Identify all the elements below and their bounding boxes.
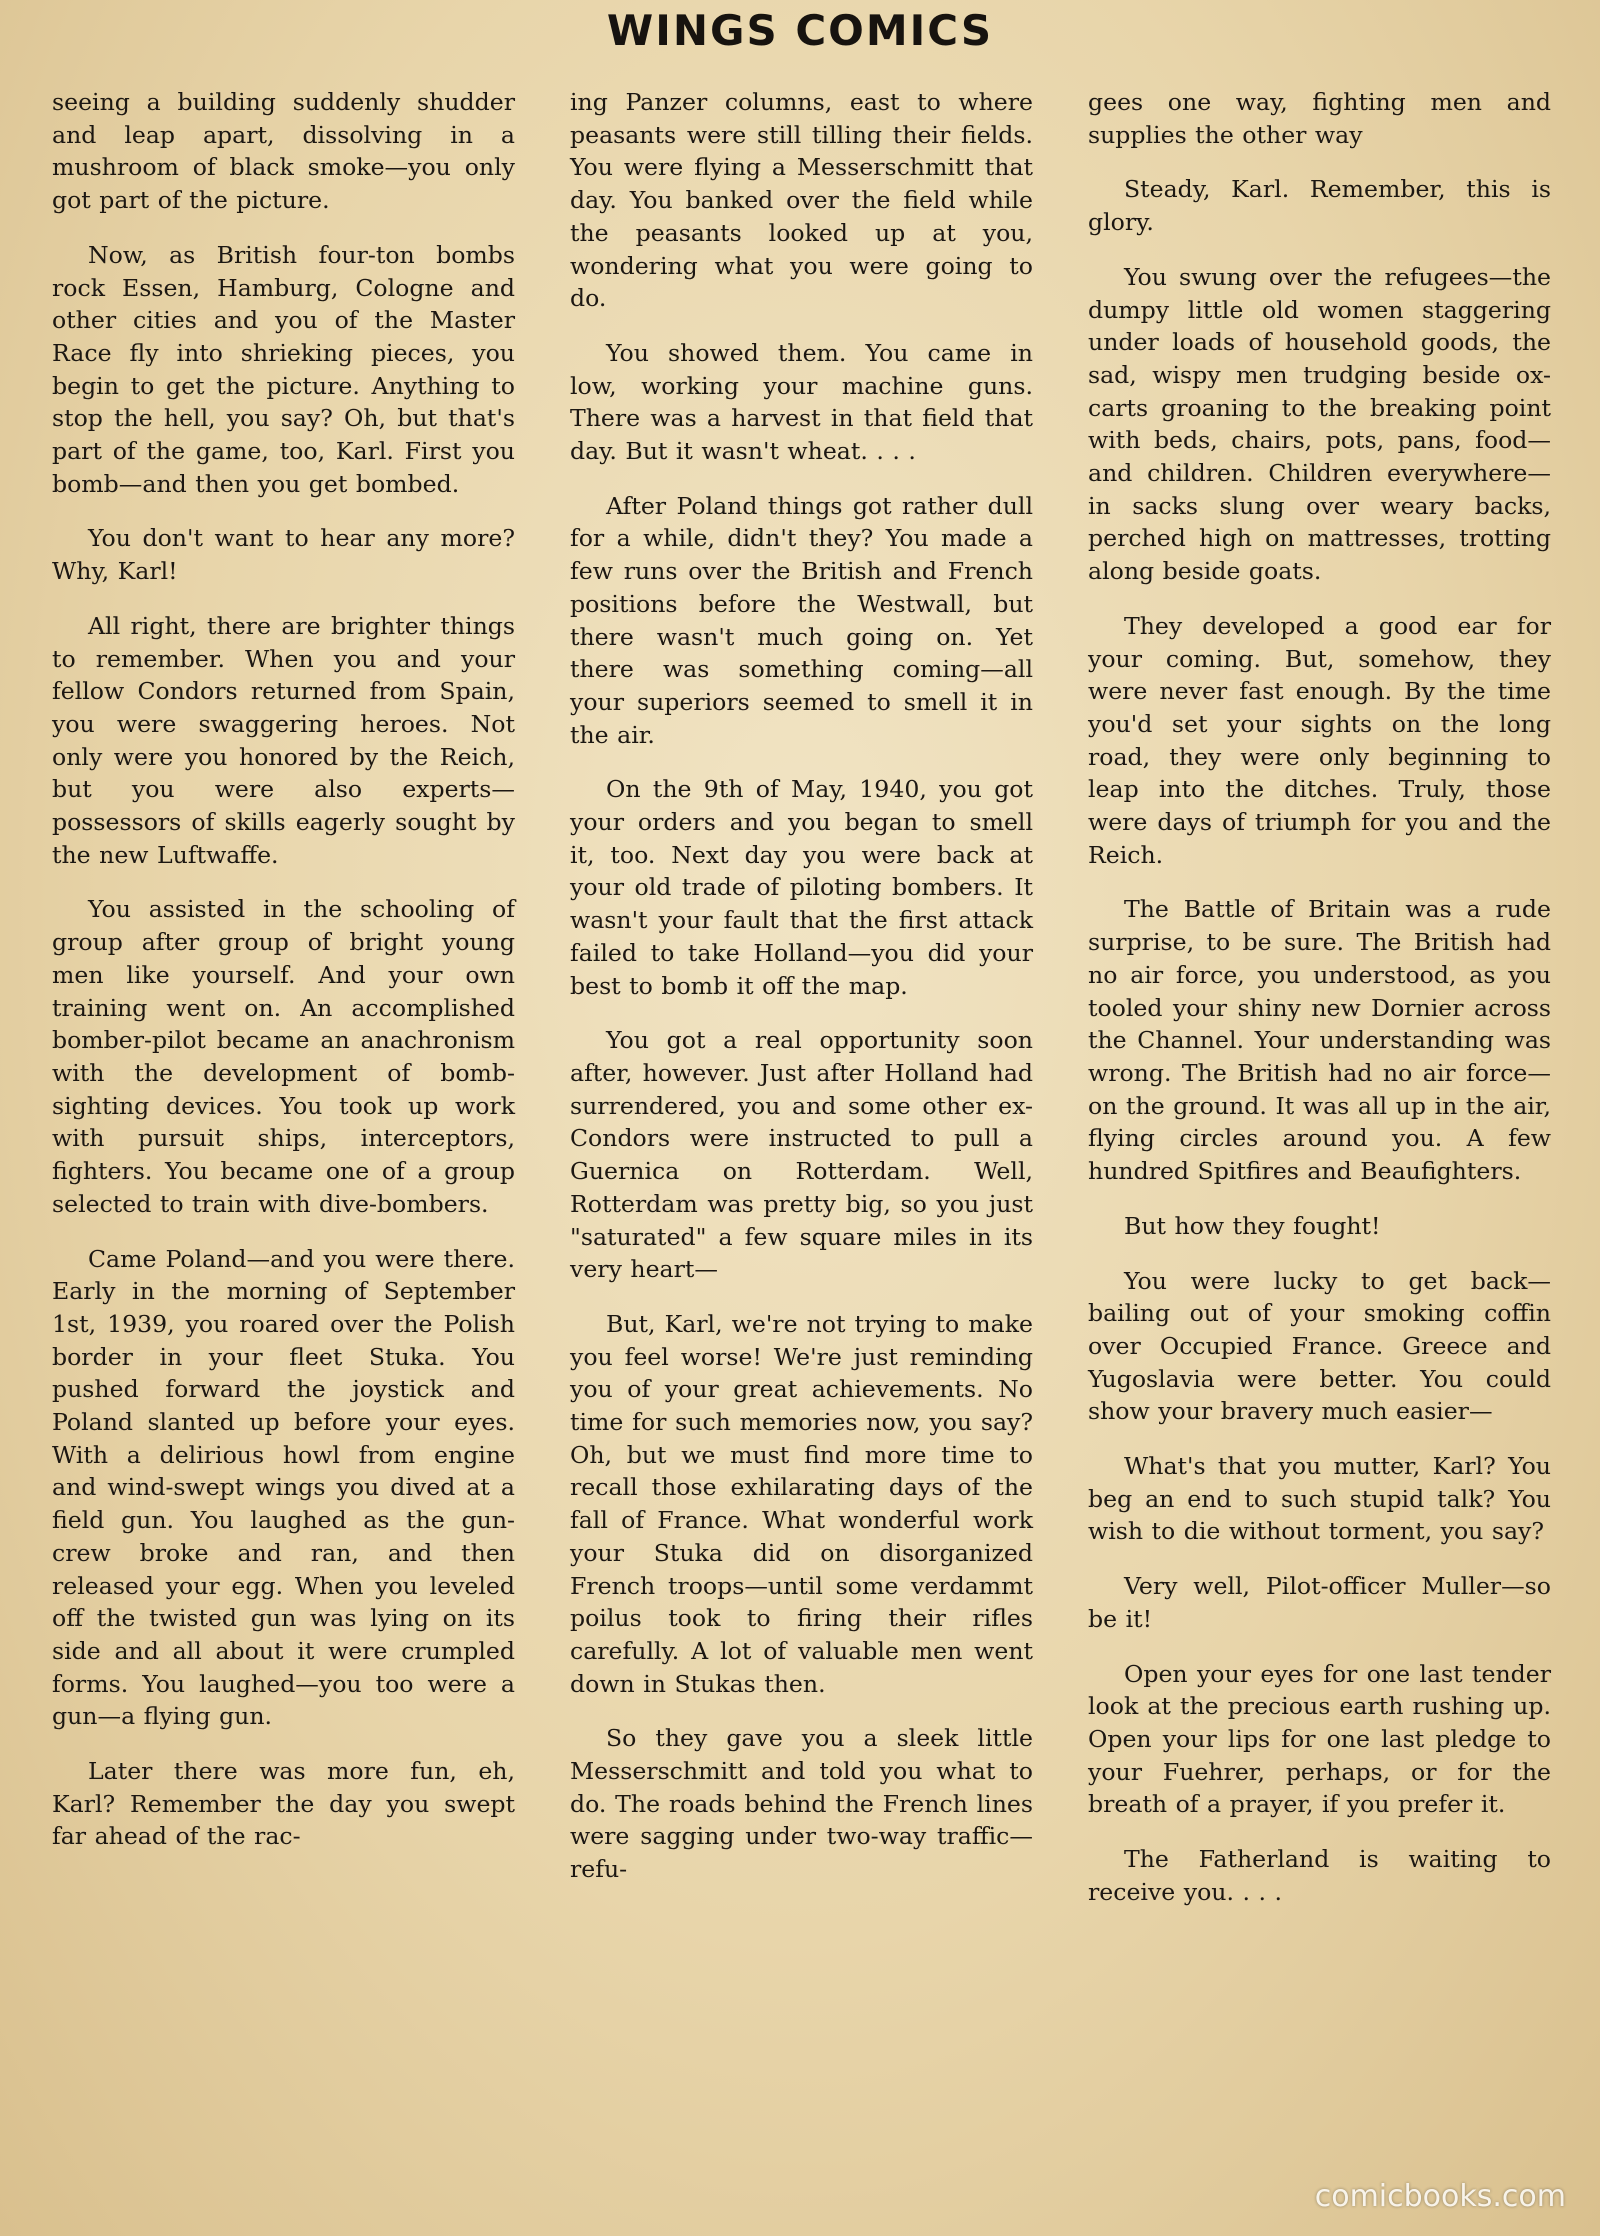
column-1	[52, 86, 515, 2146]
paragraph: ing Panzer columns, east to where peasants were still tilling their fields. You were flying a Messerschmitt that day. You banked over the field while the peasants looked up at you, wondering what you were going to do.	[570, 88, 1033, 313]
paragraph: Now, as British four-ton bombs rock Essen, Hamburg, Cologne and other cities and you of the Master Race fly into shrieking pieces, you begin to get the picture. Anything to stop the hell, you say? Oh, but that's part of the game, too, Karl. First you bomb—and then you get bombed.	[52, 240, 515, 498]
paragraph: Very well, Pilot-officer Muller—so be it!	[1088, 1572, 1551, 1633]
paragraph: The Fatherland is waiting to receive you. . . .	[1088, 1845, 1551, 1906]
paragraph: You were lucky to get back—bailing out of your smoking coffin over Occupied France. Greece and Yugoslavia were better. You could show your bravery much easier—	[1088, 1266, 1551, 1426]
paragraph: You swung over the refugees—the dumpy little old women staggering under loads of household goods, the sad, wispy men trudging beside ox-carts groaning to the breaking point with beds, chairs, pots, pans, food—and children. Children everywhere—in sacks slung over weary backs, perched high on mattresses, trotting along beside goats.	[1088, 262, 1551, 586]
paragraph: Open your eyes for one last tender look at the precious earth rushing up. Open your lips for one last pledge to your Fuehrer, perhaps, or for the breath of a prayer, if you prefer it.	[1088, 1659, 1551, 1819]
paragraph: gees one way, fighting men and supplies the other way	[1088, 88, 1551, 149]
paragraph: You don't want to hear any more? Why, Karl!	[52, 524, 515, 586]
paragraph: seeing a building suddenly shudder and leap apart, dissolving in a mushroom of black smoke—you only got part of the picture.	[52, 88, 515, 215]
paragraph: All right, there are brighter things to remember. When you and your fellow Condors returned from Spain, you were swaggering heroes. Not only were you honored by the Reich, but you were also experts—possessors of skills eagerly sought by the new Luftwaffe.	[52, 611, 515, 869]
paragraph: On the 9th of May, 1940, you got your orders and you began to smell it, too. Next day you were back at your old trade of piloting bombers. It wasn't your fault that the first attack failed to take Holland—you did your best to bomb it off the map.	[570, 775, 1033, 1000]
paragraph: Later there was more fun, eh, Karl? Remember the day you swept far ahead of the rac-	[52, 1757, 515, 1851]
paragraph: But, Karl, we're not trying to make you feel worse! We're just reminding you of your great achievements. No time for such memories now, you say? Oh, but we must find more time to recall those exhilarating days of the fall of France. What wonderful work your Stuka did on disorganized French troops—until some verdammt poilus took to firing their rifles carefully. A lot of valuable men went down in Stukas then.	[570, 1309, 1033, 1698]
paragraph: Came Poland—and you were there. Early in the morning of September 1st, 1939, you roared over the Polish border in your fleet Stuka. You pushed forward the joystick and Poland slanted up before your eyes. With a delirious howl from engine and wind-swept wings you dived at a field gun. You laughed as the gun-crew broke and ran, and then released your egg. When you leveled off the twisted gun was lying on its side and all about it were crumpled forms. You laughed—you too were a gun—a flying gun.	[52, 1244, 515, 1731]
paragraph: The Battle of Britain was a rude surprise, to be sure. The British had no air force, you understood, as you tooled your shiny new Dornier across the Channel. Your understanding was wrong. The British had no air force—on the ground. It was all up in the air, flying circles around you. A few hundred Spitfires and Beaufighters.	[1088, 895, 1551, 1186]
paragraph: You got a real opportunity soon after, however. Just after Holland had surrendered, you and some other ex-Condors were instructed to pull a Guernica on Rotterdam. Well, Rotterdam was pretty big, so you just "saturated" a few square miles in its very heart—	[570, 1026, 1033, 1284]
paragraph: Steady, Karl. Remember, this is glory.	[1088, 175, 1551, 237]
column-2	[570, 86, 1033, 2146]
paragraph: After Poland things got rather dull for a while, didn't they? You made a few runs over the British and French positions before the Westwall, but there wasn't much going on. Yet there was something coming—all your superiors seemed to smell it in the air.	[570, 491, 1033, 749]
paragraph: You showed them. You came in low, working your machine guns. There was a harvest in that field that day. But it wasn't wheat. . . .	[570, 338, 1033, 466]
page-header-title: WINGS COMICS	[606, 6, 994, 55]
column-3	[1088, 86, 1551, 2146]
paragraph: What's that you mutter, Karl? You beg an end to such stupid talk? You wish to die without torment, you say?	[1088, 1452, 1551, 1546]
paragraph: But how they fought!	[1124, 1211, 1381, 1240]
paragraph: They developed a good ear for your coming. But, somehow, they were never fast enough. By the time you'd set your sights on the long road, they were only beginning to leap into the ditches. Truly, those were days of triumph for you and the Reich.	[1088, 611, 1551, 869]
text-columns	[52, 86, 1552, 2146]
paragraph: So they gave you a sleek little Messerschmitt and told you what to do. The roads behind the French lines were sagging under two-way traffic—refu-	[570, 1724, 1033, 1884]
paragraph: You assisted in the schooling of group after group of bright young men like yourself. And your own training went on. An accomplished bomber-pilot became an anachronism with the development of bomb-sighting devices. You took up work with pursuit ships, interceptors, fighters. You became one of a group selected to train with dive-bombers.	[52, 895, 515, 1218]
watermark-text: comicbooks.com	[1314, 2179, 1566, 2214]
